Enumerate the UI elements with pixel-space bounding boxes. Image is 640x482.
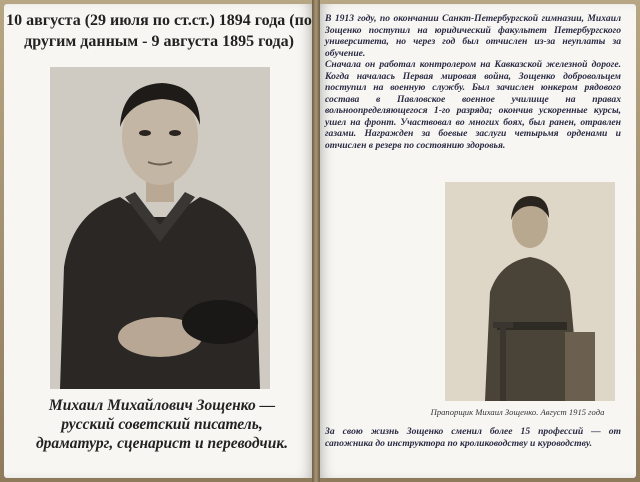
- professions-note: За свою жизнь Зощенко сменил более 15 профессий — от сапожника до инструктора по кролиководству и куроводству.: [325, 426, 621, 449]
- birth-date-heading: 10 августа (29 июля по ст.ст.) 1894 года (по другим данным - 9 августа 1895 года): [6, 12, 312, 50]
- military-photo: [445, 182, 615, 401]
- bio-paragraph-1: В 1913 году, по окончании Санкт-Петербургской гимназии, Михаил Зощенко поступил на юридический факультет Петербургского университета, но через год был отчислен из-за неуплаты за обучение.: [325, 13, 621, 59]
- portrait-photo: [50, 67, 270, 389]
- portrait-caption: Михаил Михайлович Зощенко — русский советский писатель, драматург, сценарист и переводчик.: [35, 397, 289, 452]
- military-photo-caption: Прапорщик Михаил Зощенко. Август 1915 года: [430, 407, 605, 417]
- biography-text: [325, 13, 621, 151]
- book-spine: [312, 0, 320, 482]
- bio-paragraph-2: Сначала он работал контролером на Кавказской железной дороге. Когда началась Первая мировая война, Зощенко добровольцем поступил на военную службу. Был зачислен юнкером рядового состава в Павловское военное училище на правах вольноопределяющегося 1-го разряда; окончив ускоренные курсы, ушел на фронт. Участвовал во многих боях, был ранен, отравлен газами. Награжден за боевые заслуги четырьмя орденами и отчислен в резерв по состоянию здоровья.: [325, 59, 621, 151]
